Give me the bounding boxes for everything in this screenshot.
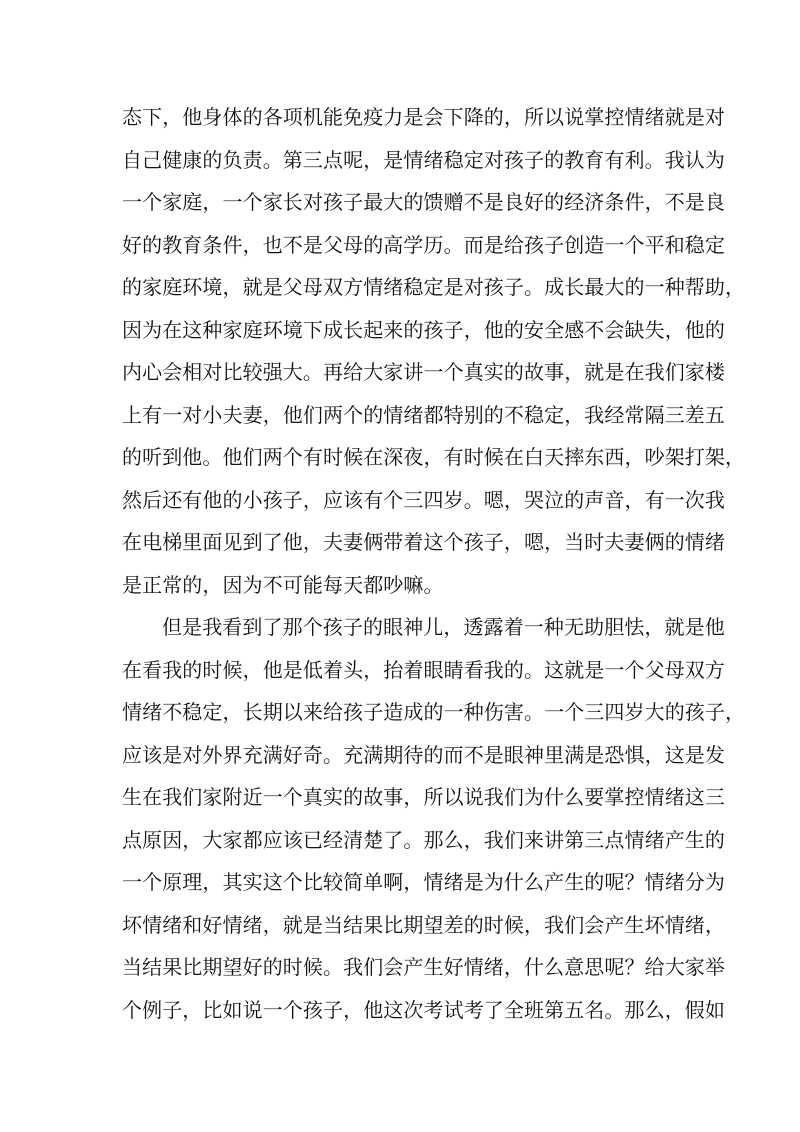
paragraph-line: 情绪不稳定，长期以来给孩子造成的一种伤害。一个三四岁大的孩子， [122, 700, 746, 724]
paragraph-line: 在看我的时候，他是低着头，抬着眼睛看我的。这就是一个父母双方 [122, 657, 725, 682]
paragraph-line: 个例子，比如说一个孩子，他这次考试考了全班第五名。那么，假如 [122, 997, 725, 1022]
paragraph-line: 在电梯里面见到了他，夫妻俩带着这个孩子，嗯，当时夫妻俩的情绪 [122, 530, 725, 554]
paragraph-line: 因为在这种家庭环境下成长起来的孩子，他的安全感不会缺失，他的 [122, 317, 725, 342]
paragraph-line: 点原因，大家都应该已经清楚了。那么，我们来讲第三点情绪产生的 [122, 827, 725, 852]
paragraph-line: 是正常的，因为不可能每天都吵嘛。 [122, 572, 444, 597]
paragraph-2 [122, 606, 746, 1031]
paragraph-line: 坏情绪和好情绪，就是当结果比期望差的时候，我们会产生坏情绪， [122, 912, 725, 937]
paragraph-line: 一个原理，其实这个比较简单啊，情绪是为什么产生的呢？情绪分为 [122, 870, 725, 894]
paragraph-line: 自己健康的负责。第三点呢，是情绪稳定对孩子的教育有利。我认为 [122, 147, 725, 172]
paragraph-line: 上有一对小夫妻，他们两个的情绪都特别的不稳定，我经常隔三差五 [122, 402, 725, 427]
paragraph-line: 生在我们家附近一个真实的故事，所以说我们为什么要掌控情绪这三 [122, 785, 725, 809]
paragraph-first-line: 但是我看到了那个孩子的眼神儿，透露着一种无助胆怯，就是他 [162, 615, 725, 639]
paragraph-line: 应该是对外界充满好奇。充满期待的而不是眼神里满是恐惧，这是发 [122, 742, 725, 767]
paragraph-line: 态下，他身体的各项机能免疫力是会下降的，所以说掌控情绪就是对 [122, 105, 725, 129]
document-body [122, 96, 746, 1031]
paragraph-line: 的听到他。他们两个有时候在深夜，有时候在白天摔东西，吵架打架， [122, 445, 746, 469]
paragraph-line: 内心会相对比较强大。再给大家讲一个真实的故事，就是在我们家楼 [122, 360, 725, 384]
paragraph-1 [122, 96, 746, 606]
paragraph-line: 的家庭环境，就是父母双方情绪稳定是对孩子。成长最大的一种帮助， [122, 275, 746, 299]
paragraph-line: 当结果比期望好的时候。我们会产生好情绪，什么意思呢？给大家举 [122, 955, 725, 979]
paragraph-line: 好的教育条件，也不是父母的高学历。而是给孩子创造一个平和稳定 [122, 232, 725, 257]
paragraph-line: 一个家庭，一个家长对孩子最大的馈赠不是良好的经济条件，不是良 [122, 190, 725, 214]
paragraph-line: 然后还有他的小孩子，应该有个三四岁。嗯，哭泣的声音，有一次我 [122, 487, 725, 512]
